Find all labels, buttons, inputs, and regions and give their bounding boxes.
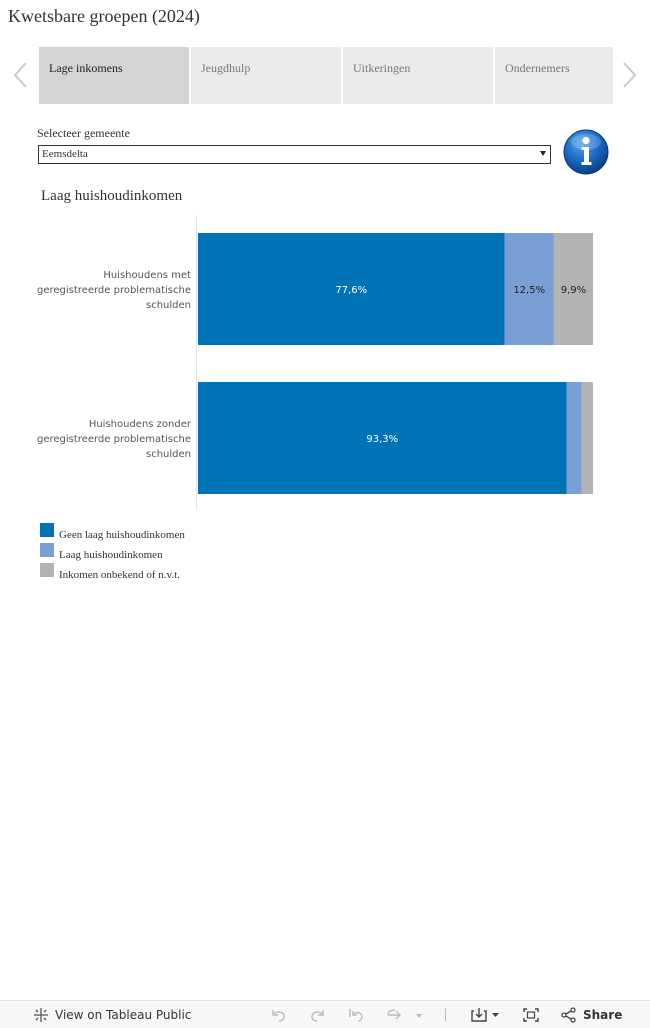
legend-item[interactable]	[40, 543, 185, 563]
data-label: 77,6%	[335, 285, 368, 296]
data-label: 9,9%	[560, 285, 587, 296]
legend-swatch	[40, 523, 54, 537]
category-label: geregistreerde problematische	[36, 285, 191, 296]
stacked-bar-chart	[0, 210, 650, 510]
tab-bar	[39, 47, 613, 104]
tab-jeugdhulp[interactable]: Jeugdhulp	[191, 47, 341, 104]
share-label: Share	[583, 1008, 623, 1022]
view-on-tableau-public-link[interactable]	[33, 1007, 191, 1023]
bar-segment[interactable]	[582, 382, 593, 494]
tab-ondernemers[interactable]: Ondernemers	[495, 47, 613, 104]
share-icon	[560, 1007, 578, 1023]
tab-lage-inkomens[interactable]: Lage inkomens	[39, 47, 189, 104]
tab-uitkeringen[interactable]: Uitkeringen	[343, 47, 493, 104]
chart-title: Laag huishoudinkomen	[41, 188, 183, 204]
legend-swatch	[40, 563, 54, 577]
municipality-select[interactable]	[38, 145, 551, 164]
info-icon[interactable]	[563, 129, 609, 175]
redo-icon[interactable]	[309, 1007, 327, 1023]
caret-down-icon[interactable]	[540, 151, 546, 156]
page-title: Kwetsbare groepen (2024)	[8, 6, 200, 26]
revert-icon[interactable]	[348, 1007, 366, 1023]
municipality-select-value: Eemsdelta	[42, 148, 88, 160]
legend-swatch	[40, 543, 54, 557]
municipality-filter-label: Selecteer gemeente	[37, 126, 130, 140]
category-label: schulden	[146, 449, 191, 460]
legend-label: Inkomen onbekend of n.v.t.	[59, 569, 180, 581]
chevron-left-icon[interactable]	[10, 60, 34, 90]
data-label: 93,3%	[366, 434, 399, 445]
legend-item[interactable]	[40, 563, 185, 583]
bar-segment[interactable]	[567, 382, 582, 494]
undo-icon[interactable]	[269, 1007, 287, 1023]
chevron-right-icon[interactable]	[617, 60, 641, 90]
download-icon[interactable]	[471, 1007, 501, 1023]
category-label: Huishoudens met	[103, 270, 191, 281]
category-label: schulden	[146, 300, 191, 311]
chart-legend	[40, 523, 185, 583]
share-button[interactable]	[560, 1007, 622, 1023]
legend-label: Laag huishoudinkomen	[59, 549, 163, 561]
legend-item[interactable]	[40, 523, 185, 543]
toolbar-divider	[445, 1008, 446, 1021]
tableau-toolbar	[0, 1000, 650, 1028]
view-on-tableau-public-label: View on Tableau Public	[55, 1008, 192, 1022]
tableau-logo-icon	[33, 1007, 49, 1023]
data-label: 12,5%	[513, 285, 546, 296]
legend-label: Geen laag huishoudinkomen	[59, 529, 185, 541]
category-label: geregistreerde problematische	[36, 434, 191, 445]
fullscreen-icon[interactable]	[522, 1007, 540, 1023]
refresh-icon[interactable]	[386, 1007, 422, 1023]
category-label: Huishoudens zonder	[88, 419, 191, 430]
